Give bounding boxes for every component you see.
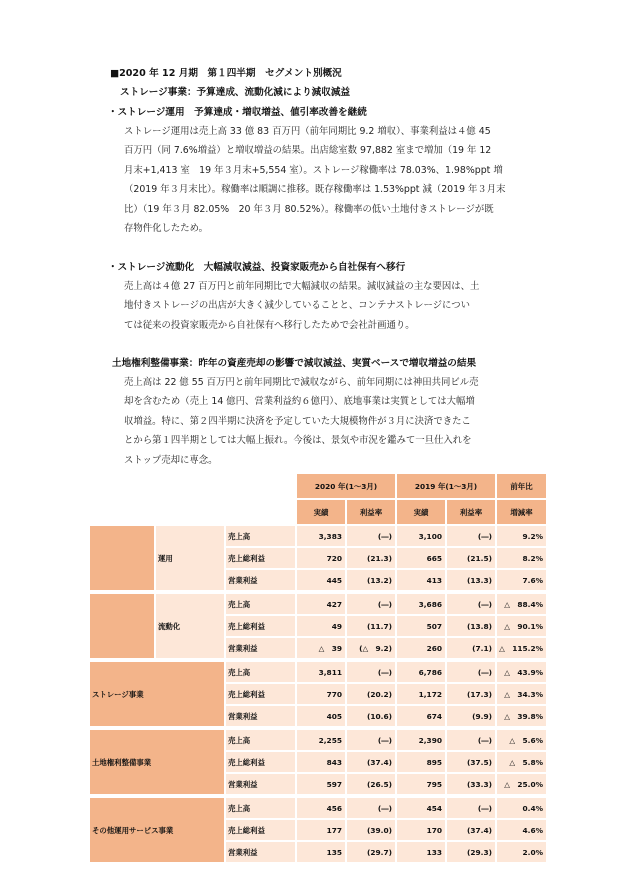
margin-2019: (―) (447, 594, 495, 614)
paragraph-line: 収増益。特に、第２四半期に決済を予定していた大規模物件が３月に決済できたこ (124, 415, 471, 427)
report-title: ■2020 年 12 月期 第１四半期 セグメント別概況 (110, 68, 342, 79)
value-2019: 133 (397, 842, 445, 862)
header-2019: 2019 年(1～3月) (397, 474, 495, 498)
growth-rate: 7.6% (497, 570, 546, 590)
growth-rate: △ 5.6% (497, 730, 546, 750)
margin-2020: (△ 9.2) (347, 638, 395, 658)
paragraph-line: ては従来の投資家販売から自社保有へ移行したためで会社計画通り。 (124, 319, 415, 331)
header-growth: 増減率 (497, 500, 546, 524)
growth-rate: △ 25.0% (497, 774, 546, 794)
land-rights-body (124, 373, 479, 470)
growth-rate: △ 88.4% (497, 594, 546, 614)
value-2020: 3,383 (297, 526, 345, 546)
land-rights-title: 土地権利整備事業：昨年の資産売却の影響で減収減益、実質ベースで増収増益の結果 (112, 358, 477, 369)
margin-2020: (37.4) (347, 752, 395, 772)
segment-table (90, 474, 546, 874)
margin-2019: (17.3) (447, 684, 495, 704)
growth-rate: 9.2% (497, 526, 546, 546)
header-actual-2020: 実績 (297, 500, 345, 524)
value-2020: 770 (297, 684, 345, 704)
value-2020: △ 39 (297, 638, 345, 658)
value-2020: 405 (297, 706, 345, 726)
paragraph-line: 売上高は 22 億 55 百万円と前年同期比で減収ながら、前年同期には神田共同ビル売 (124, 377, 479, 388)
header-actual-2019: 実績 (397, 500, 445, 524)
storage-operation-body (124, 122, 506, 238)
row-item-label: 売上高 (226, 798, 295, 818)
margin-2019: (29.3) (447, 842, 495, 862)
paragraph-line: 存物件化したため。 (124, 223, 209, 235)
value-2019: 1,172 (397, 684, 445, 704)
growth-rate: △ 5.8% (497, 752, 546, 772)
row-item-label: 営業利益 (226, 706, 295, 726)
margin-2020: (11.7) (347, 616, 395, 636)
value-2019: 3,686 (397, 594, 445, 614)
margin-2019: (37.4) (447, 820, 495, 840)
row-item-label: 営業利益 (226, 774, 295, 794)
row-item-label: 営業利益 (226, 570, 295, 590)
growth-rate: 4.6% (497, 820, 546, 840)
margin-2020: (26.5) (347, 774, 395, 794)
margin-2020: (―) (347, 526, 395, 546)
margin-2019: (13.3) (447, 570, 495, 590)
margin-2020: (―) (347, 730, 395, 750)
header-margin-2019: 利益率 (447, 500, 495, 524)
value-2020: 843 (297, 752, 345, 772)
paragraph-line: とから第１四半期としては大幅上振れ。今後は、景気や市況を鑑みて一旦仕入れを (124, 435, 472, 447)
margin-2019: (―) (447, 526, 495, 546)
margin-2020: (―) (347, 594, 395, 614)
row-item-label: 売上高 (226, 662, 295, 682)
margin-2020: (13.2) (347, 570, 395, 590)
margin-2020: (―) (347, 798, 395, 818)
row-item-label: 売上高 (226, 594, 295, 614)
segment-label: 土地権利整備事業 (90, 730, 224, 794)
margin-2019: (―) (447, 798, 495, 818)
paragraph-line: ストップ売却に専念。 (124, 454, 218, 466)
row-item-label: 売上総利益 (226, 616, 295, 636)
margin-2019: (13.8) (447, 616, 495, 636)
margin-2019: (―) (447, 730, 495, 750)
value-2020: 597 (297, 774, 345, 794)
subsegment-label: 運用 (156, 526, 224, 590)
segment-label: その他運用サービス事業 (90, 798, 224, 862)
paragraph-line: 比）（19 年３月 82.05% 20 年３月 80.52%）。稼働率の低い土地付きストレージが既 (124, 203, 494, 215)
value-2020: 720 (297, 548, 345, 568)
row-item-label: 売上総利益 (226, 548, 295, 568)
paragraph-line: 売上高は４億 27 百万円と前年同期比で大幅減収の結果。減収減益の主な要因は、土 (124, 281, 480, 292)
value-2019: 507 (397, 616, 445, 636)
storage-liquidation-body (124, 277, 479, 335)
value-2020: 427 (297, 594, 345, 614)
value-2019: 454 (397, 798, 445, 818)
paragraph-line: 地付きストレージの出店が大きく減少していることと、コンテナストレージについ (124, 300, 470, 312)
header-margin-2020: 利益率 (347, 500, 395, 524)
growth-rate: △ 115.2% (497, 638, 546, 658)
growth-rate: △ 90.1% (497, 616, 546, 636)
row-item-label: 営業利益 (226, 638, 295, 658)
paragraph-line: 百万円（同 7.6%増益）と増収増益の結果。出店総室数 97,882 室まで増加（19 年 12 (124, 145, 492, 157)
row-item-label: 営業利益 (226, 842, 295, 862)
header-2020: 2020 年(1～3月) (297, 474, 395, 498)
growth-rate: 2.0% (497, 842, 546, 862)
value-2020: 177 (297, 820, 345, 840)
margin-2020: (20.2) (347, 684, 395, 704)
row-item-label: 売上高 (226, 526, 295, 546)
value-2019: 665 (397, 548, 445, 568)
storage-segment-title: ストレージ事業：予算達成、流動化減により減収減益 (120, 87, 351, 98)
margin-2019: (9.9) (447, 706, 495, 726)
growth-rate: △ 39.8% (497, 706, 546, 726)
growth-rate: △ 34.3% (497, 684, 546, 704)
row-item-label: 売上高 (226, 730, 295, 750)
value-2019: 674 (397, 706, 445, 726)
margin-2019: (21.5) (447, 548, 495, 568)
paragraph-line: 月末+1,413 室 19 年３月末+5,554 室）。ストレージ稼働率は 78.03%、1.98%ppt 増 (124, 164, 503, 176)
margin-2019: (―) (447, 662, 495, 682)
paragraph-line: （2019 年３月末比）。稼働率は順調に推移。既存稼働率は 1.53%ppt 減（2019 年３月末 (124, 184, 506, 196)
row-item-label: 売上総利益 (226, 684, 295, 704)
segment-label (90, 526, 154, 590)
value-2020: 49 (297, 616, 345, 636)
value-2019: 2,390 (397, 730, 445, 750)
value-2019: 170 (397, 820, 445, 840)
value-2019: 795 (397, 774, 445, 794)
value-2019: 6,786 (397, 662, 445, 682)
growth-rate: △ 43.9% (497, 662, 546, 682)
value-2020: 135 (297, 842, 345, 862)
margin-2020: (29.7) (347, 842, 395, 862)
row-item-label: 売上総利益 (226, 820, 295, 840)
value-2020: 3,811 (297, 662, 345, 682)
value-2019: 413 (397, 570, 445, 590)
storage-liquidation-title: ・ストレージ流動化 大幅減収減益、投資家販売から自社保有へ移行 (108, 262, 406, 273)
margin-2019: (7.1) (447, 638, 495, 658)
margin-2020: (―) (347, 662, 395, 682)
value-2020: 445 (297, 570, 345, 590)
row-item-label: 売上総利益 (226, 752, 295, 772)
margin-2020: (10.6) (347, 706, 395, 726)
value-2019: 3,100 (397, 526, 445, 546)
growth-rate: 8.2% (497, 548, 546, 568)
storage-operation-title: ・ストレージ運用 予算達成・増収増益、値引率改善を継続 (108, 107, 367, 118)
margin-2019: (33.3) (447, 774, 495, 794)
paragraph-line: 却を含むため（売上 14 億円、営業利益約６億円）、底地事業は実質としては大幅増 (124, 396, 475, 408)
value-2020: 456 (297, 798, 345, 818)
subsegment-label: 流動化 (156, 594, 224, 658)
value-2020: 2,255 (297, 730, 345, 750)
margin-2020: (39.0) (347, 820, 395, 840)
paragraph-line: ストレージ運用は売上高 33 億 83 百万円（前年同期比 9.2 増収）、事業利益は４億 45 (124, 126, 491, 137)
margin-2020: (21.3) (347, 548, 395, 568)
value-2019: 260 (397, 638, 445, 658)
growth-rate: 0.4% (497, 798, 546, 818)
header-yoy: 前年比 (497, 474, 546, 498)
segment-label: ストレージ事業 (90, 662, 224, 726)
value-2019: 895 (397, 752, 445, 772)
margin-2019: (37.5) (447, 752, 495, 772)
segment-label (90, 594, 154, 658)
